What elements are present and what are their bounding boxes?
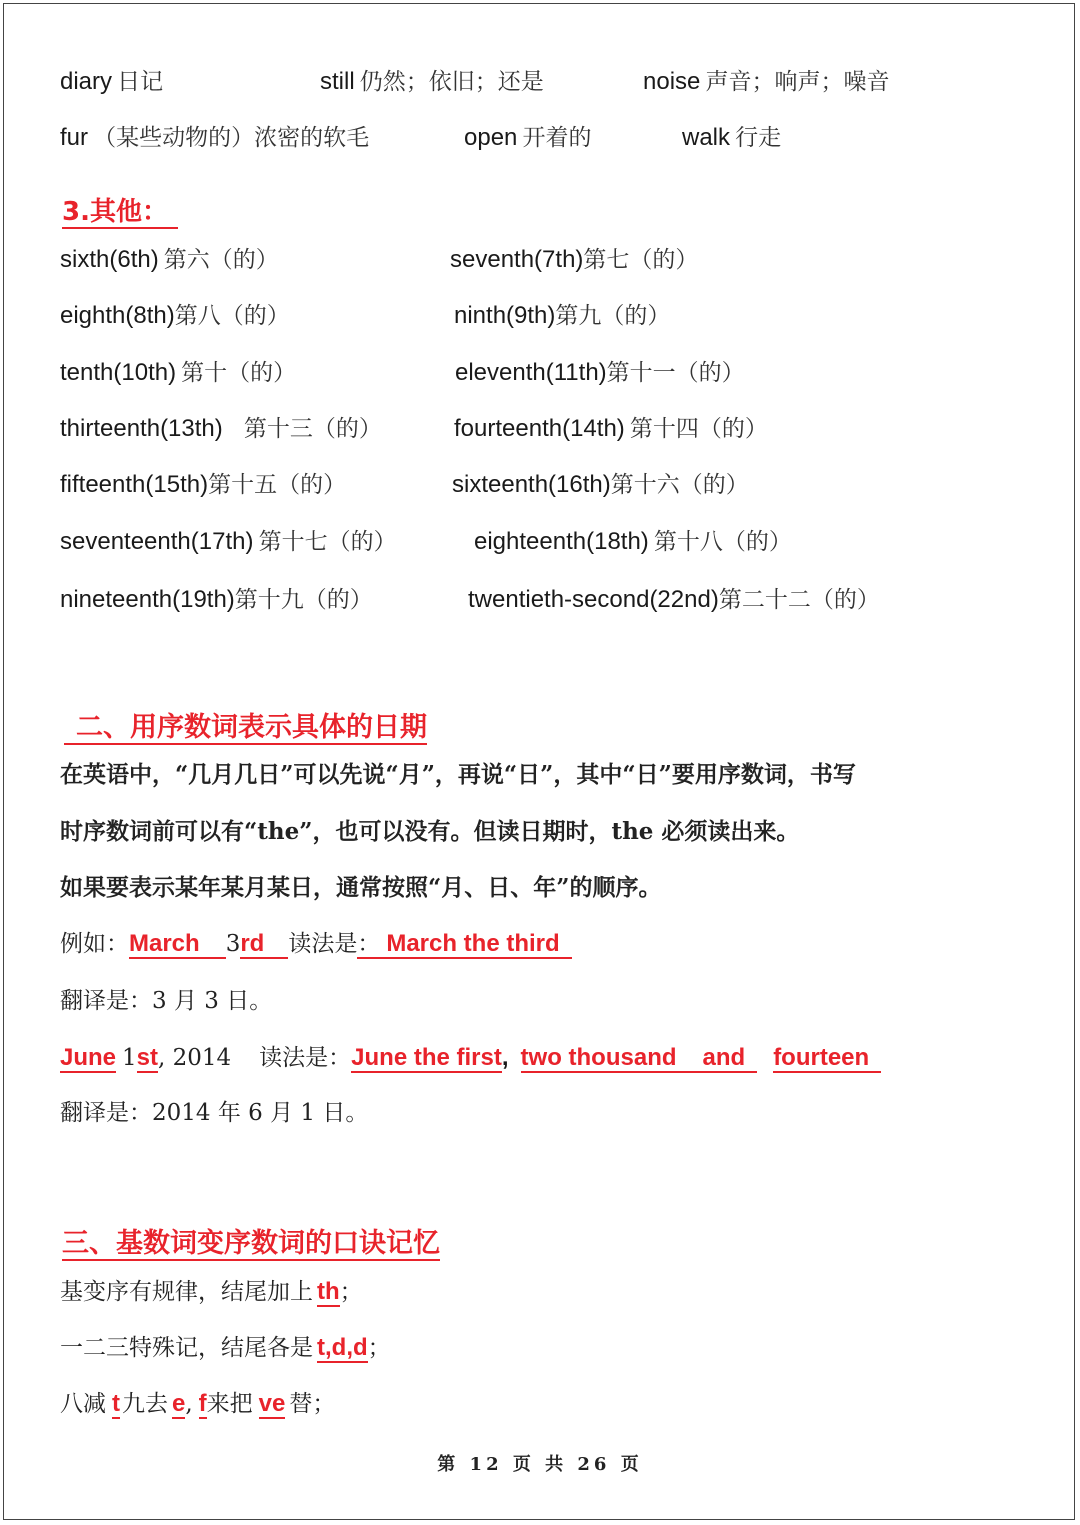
ordinal-item [60, 473, 346, 497]
rhyme-line-1 [60, 1280, 363, 1307]
ordinal-item [60, 248, 279, 272]
ordinal-zh: 第七（的） [583, 247, 699, 273]
section2-heading [64, 714, 427, 745]
ordinal-item [60, 361, 296, 385]
ordinal-en: sixth(6th) [60, 246, 159, 273]
rhyme-highlight: th [317, 1278, 340, 1305]
ordinal-zh: 第八（的） [174, 303, 290, 329]
vocab-en: diary [60, 68, 113, 95]
section2-heading-text: 二、用序数词表示具体的日期 [64, 714, 427, 745]
vocab-en: noise [643, 68, 701, 95]
vocab-item-fur [60, 126, 369, 150]
example1-translation: 翻译是：3 月 3 日。 [60, 988, 273, 1014]
ordinal-en: thirteenth(13th) [60, 415, 223, 442]
section3-heading-text: 三、基数词变序数词的口诀记忆 [62, 1228, 440, 1259]
example2-translation: 翻译是：2014 年 6 月 1 日。 [60, 1100, 369, 1126]
ordinal-zh: 第十七（的） [258, 529, 397, 555]
ordinal-item [452, 473, 749, 497]
rhyme-text: ； [367, 1335, 391, 1361]
rhyme-text: 来把 [206, 1391, 253, 1417]
ordinal-item [60, 417, 382, 441]
ordinal-zh: 第二十二（的） [718, 587, 880, 613]
rhyme-text: 一二三特殊记，结尾各是 [60, 1335, 313, 1361]
example2-line [60, 1046, 881, 1073]
vocab-item-diary [60, 70, 163, 94]
ordinal-item [474, 530, 792, 554]
rhyme-line-2 [60, 1336, 391, 1363]
example2-reading-part: and [703, 1046, 758, 1073]
vocab-zh: 行走 [735, 125, 782, 151]
rhyme-text: , [185, 1391, 193, 1417]
ordinal-en: ninth(9th) [454, 302, 556, 329]
example1-day-suffix: rd [240, 932, 288, 959]
rhyme-line-3 [60, 1392, 335, 1419]
ordinal-en: eleventh(11th) [455, 359, 607, 386]
example2-day-number: 1 [122, 1045, 137, 1071]
ordinal-en: fifteenth(15th) [60, 471, 209, 498]
section2-paragraph-1: 在英语中，“几月几日”可以先说“月”，再说“日”，其中“日”要用序数词，书写 [60, 761, 856, 788]
vocab-en: fur [60, 124, 89, 151]
ordinal-en: seventh(7th) [450, 246, 584, 273]
rhyme-highlight: t,d,d [317, 1334, 368, 1361]
ordinal-zh: 第十一（的） [606, 360, 745, 386]
vocab-item-still [320, 70, 544, 94]
ordinal-zh: 第十五（的） [208, 472, 347, 498]
vocab-en: open [464, 124, 518, 151]
vocab-zh: 声音；响声；噪音 [705, 69, 890, 95]
ordinal-en: fourteenth(14th) [454, 415, 625, 442]
rhyme-text: 八减 [60, 1391, 106, 1417]
rhyme-text: ； [339, 1279, 363, 1305]
vocab-zh: （某些动物的）浓密的软毛 [93, 125, 370, 151]
vocab-zh: 开着的 [522, 125, 592, 151]
others-heading [62, 199, 178, 229]
ordinal-en: sixteenth(16th) [452, 471, 611, 498]
ordinal-en: tenth(10th) [60, 359, 177, 386]
ordinal-zh: 第十六（的） [610, 472, 749, 498]
rhyme-text: 基变序有规律，结尾加上 [60, 1279, 313, 1305]
rhyme-highlight: ve [258, 1390, 286, 1417]
ordinal-en: seventeenth(17th) [60, 528, 254, 555]
ordinal-item [450, 248, 698, 272]
vocab-item-walk [682, 126, 781, 150]
rhyme-text: 九去 [122, 1391, 168, 1417]
ordinal-item [468, 588, 880, 612]
section2-paragraph-3: 如果要表示某年某月某日，通常按照“月、日、年”的顺序。 [60, 874, 662, 901]
example2-day-suffix: st [136, 1044, 158, 1071]
vocab-zh: 仍然；依旧；还是 [359, 69, 544, 95]
example2-year: , 2014 [158, 1045, 232, 1071]
example1-month: March [129, 932, 226, 959]
rhyme-highlight: t [112, 1390, 120, 1417]
example2-read-label: 读法是： [259, 1045, 352, 1071]
vocab-item-open [464, 126, 591, 150]
example1-read-colon: ： [357, 931, 381, 957]
ordinal-zh: 第十四（的） [629, 416, 768, 442]
ordinal-en: twentieth-second(22nd) [468, 586, 719, 613]
example1-line [60, 932, 572, 959]
ordinal-zh: 第六（的） [163, 247, 279, 273]
vocab-item-noise [643, 70, 889, 94]
vocab-en: walk [682, 124, 731, 151]
example2-reading-part: two thousand [521, 1046, 703, 1073]
example1-day-number: 3 [225, 931, 241, 957]
ordinal-item [60, 304, 290, 328]
example2-reading-part: June the first [351, 1044, 502, 1071]
ordinal-zh: 第十八（的） [653, 529, 792, 555]
example2-reading-part: fourteen [773, 1046, 881, 1073]
ordinal-zh: 第九（的） [555, 303, 671, 329]
rhyme-highlight: e [172, 1390, 186, 1417]
ordinal-zh: 第十三（的） [243, 416, 382, 442]
vocab-zh: 日记 [117, 69, 164, 95]
others-heading-text: 3.其他： [62, 199, 178, 229]
example2-comma: , [501, 1044, 509, 1071]
ordinal-zh: 第十（的） [181, 360, 297, 386]
vocab-en: still [320, 68, 355, 95]
ordinal-en: eighteenth(18th) [474, 528, 649, 555]
example-prefix: 例如： [60, 931, 129, 957]
example2-month: June [60, 1044, 117, 1071]
example1-reading: March the third [380, 932, 571, 959]
example1-read-label: 读法是 [288, 931, 358, 957]
ordinal-item [455, 361, 745, 385]
rhyme-text: 替； [289, 1391, 336, 1417]
ordinal-en: eighth(8th) [60, 302, 175, 329]
ordinal-item [60, 530, 397, 554]
section2-paragraph-2: 时序数词前可以有“the”，也可以没有。但读日期时，the 必须读出来。 [60, 818, 800, 845]
ordinal-item [454, 304, 670, 328]
section3-heading [62, 1230, 440, 1261]
page-footer: 第 12 页 共 26 页 [437, 1454, 643, 1475]
ordinal-zh: 第十九（的） [234, 587, 373, 613]
ordinal-en: nineteenth(19th) [60, 586, 235, 613]
ordinal-item [454, 417, 768, 441]
rhyme-highlight: f [198, 1390, 207, 1417]
ordinal-item [60, 588, 373, 612]
